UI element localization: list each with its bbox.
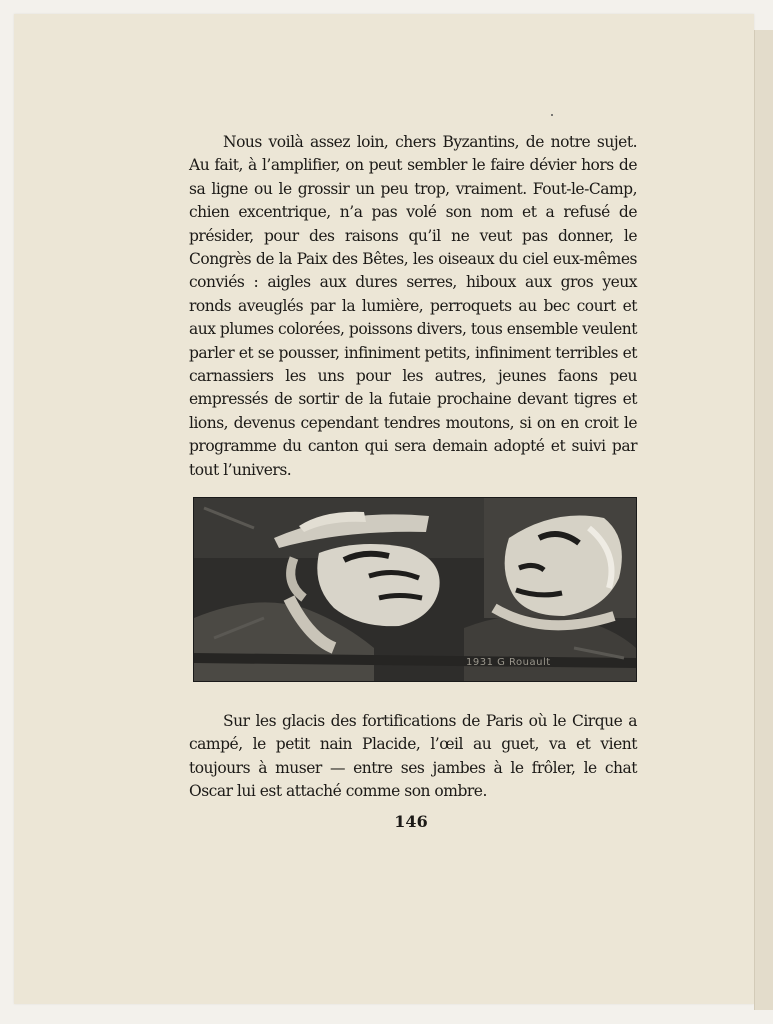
paragraph-2: Sur les glacis des fortifications de Paris où le Cirque a campé, le petit nain Placide, l’œil au guet, va et vient toujours à muser — entre ses jambes à le frôler, le chat Oscar lui est attaché comme son ombre. (189, 712, 637, 801)
ink-speck (551, 114, 553, 116)
next-page-edge (754, 30, 773, 1010)
page-number: 146 (394, 812, 428, 831)
two-faces-image (194, 498, 636, 681)
woodcut-illustration (193, 497, 637, 682)
artist-signature: 1931 G Rouault (466, 657, 551, 668)
paragraph-1: Nous voilà assez loin, chers Byzantins, de notre sujet. Au fait, à l’amplifier, on peut sembler le faire dévier hors de sa ligne ou le grossir un peu trop, vraiment. Fout-le-Camp, chien excentrique, n’a pas volé son nom et a refusé de présider, pour des raisons qu’il ne veut pas donner, le Congrès de la Paix des Bêtes, les oiseaux du ciel eux-mêmes conviés : aigles aux dures serres, hiboux aux gros yeux ronds aveuglés par la lumière, perroquets au bec court et aux plumes colorées, poissons divers, tous ensemble veulent parler et se pousser, infiniment petits, infiniment terribles et carnassiers les uns pour les autres, jeunes faons peu empressés de sortir de la futaie prochaine devant tigres et lions, devenus cependant tendres moutons, si on en croit le programme du canton qui sera demain adopté et suivi par tout l’univers. (189, 133, 637, 479)
